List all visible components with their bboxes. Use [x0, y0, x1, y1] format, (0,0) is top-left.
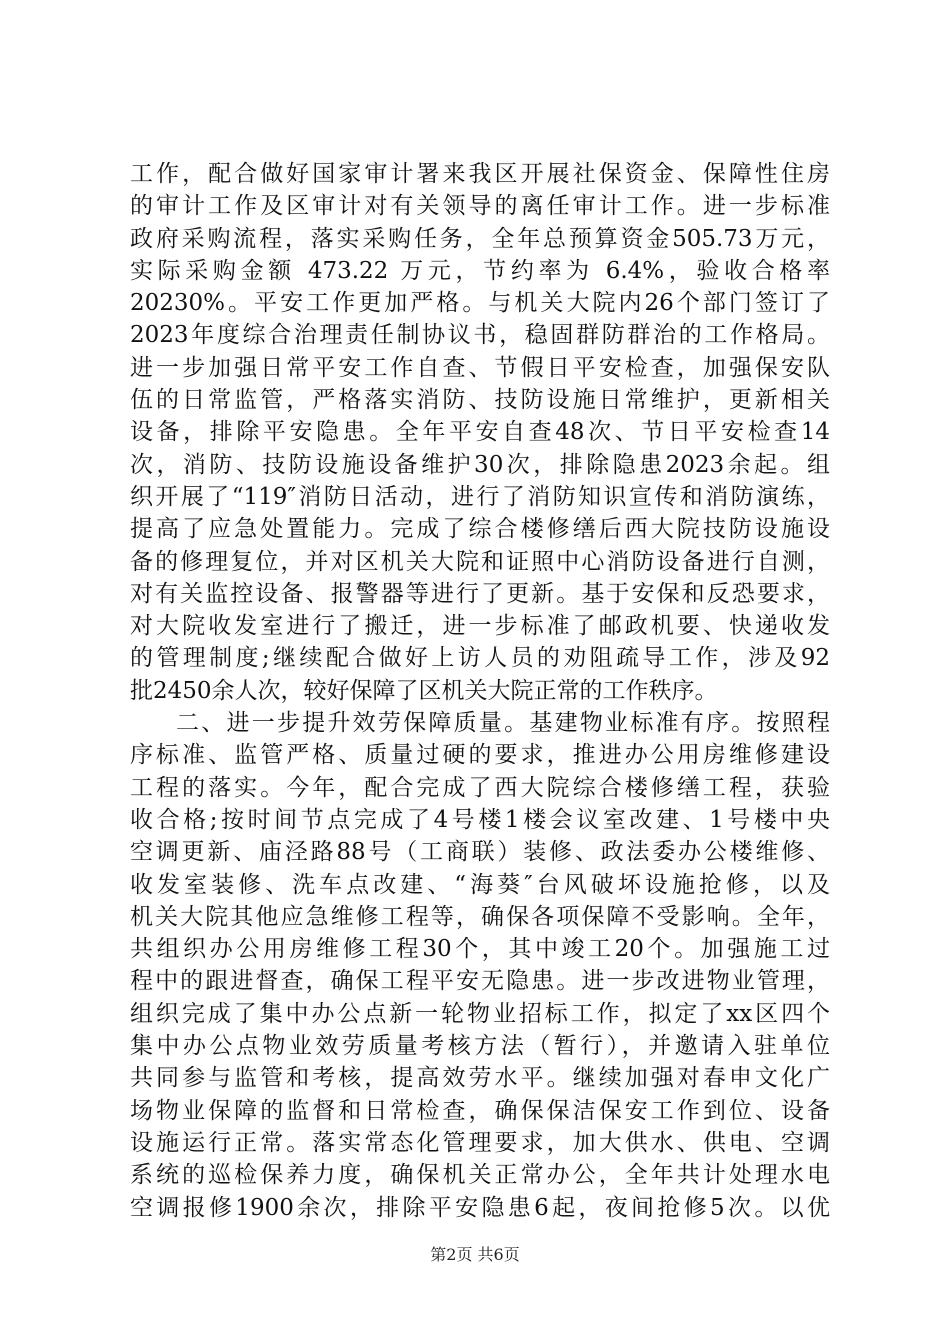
text-line: 20230%。平安工作更加严格。与机关大院内26个部门签订了	[130, 290, 830, 317]
text-line: 织开展了“119″消防日活动，进行了消防知识宣传和消防演练，	[130, 483, 830, 510]
text-line: 的审计工作及区审计对有关领导的离任审计工作。进一步标准	[130, 193, 830, 220]
text-line: 对大院收发室进行了搬迁，进一步标准了邮政机要、快递收发	[130, 613, 830, 640]
text-line: 收合格;按时间节点完成了4号楼1楼会议室改建、1号楼中央	[130, 806, 830, 833]
text-line: 共组织办公用房维修工程30个，其中竣工20个。加强施工过	[130, 936, 830, 963]
text-line: 备的修理复位，并对区机关大院和证照中心消防设备进行自测，	[130, 548, 830, 575]
text-line: 序标准、监管严格、质量过硬的要求，推进办公用房维修建设	[130, 742, 830, 769]
text-line-paragraph-end: 批2450余人次，较好保障了区机关大院正常的工作秩序。	[130, 677, 718, 704]
text-line: 设施运行正常。落实常态化管理要求，加大供水、供电、空调	[130, 1129, 830, 1156]
text-line: 的管理制度;继续配合做好上访人员的劝阻疏导工作，涉及92	[130, 645, 830, 672]
text-line: 设备，排除平安隐患。全年平安自查48次、节日平安检查14	[130, 419, 830, 446]
text-line: 收发室装修、洗车点改建、“海葵″台风破坏设施抢修，以及	[130, 871, 830, 898]
text-line: 空调更新、庙泾路88号（工商联）装修、政法委办公楼维修、	[130, 839, 830, 866]
text-line: 次，消防、技防设施设备维护30次，排除隐患2023余起。组	[130, 451, 830, 478]
text-line-paragraph-start: 二、进一步提升效劳保障质量。基建物业标准有序。按照程	[176, 710, 830, 737]
body-text	[130, 158, 830, 1224]
text-line: 实际采购金额 473.22 万元，节约率为 6.4%，验收合格率	[130, 257, 830, 284]
text-line: 2023年度综合治理责任制协议书，稳固群防群治的工作格局。	[130, 322, 830, 349]
text-line: 伍的日常监管，严格落实消防、技防设施日常维护，更新相关	[130, 387, 830, 414]
text-line: 工作，配合做好国家审计署来我区开展社保资金、保障性住房	[130, 161, 830, 187]
text-line: 提高了应急处置能力。完成了综合楼修缮后西大院技防设施设	[130, 516, 830, 543]
text-line: 场物业保障的监督和日常检查，确保保洁保安工作到位、设备	[130, 1097, 830, 1124]
page-number-footer: 第2页 共6页	[430, 1245, 520, 1264]
text-line: 空调报修1900余次，排除平安隐患6起，夜间抢修5次。以优	[130, 1194, 830, 1221]
text-line: 程中的跟进督查，确保工程平安无隐患。进一步改进物业管理，	[130, 968, 830, 995]
text-line: 机关大院其他应急维修工程等，确保各项保障不受影响。全年，	[130, 903, 830, 930]
text-line: 组织完成了集中办公点新一轮物业招标工作，拟定了xx区四个	[130, 1000, 830, 1027]
text-line: 系统的巡检保养力度，确保机关正常办公，全年共计处理水电	[130, 1162, 830, 1189]
text-line: 集中办公点物业效劳质量考核方法（暂行），并邀请入驻单位	[130, 1033, 830, 1060]
text-line: 进一步加强日常平安工作自查、节假日平安检查，加强保安队	[130, 354, 830, 381]
text-line: 共同参与监管和考核，提高效劳水平。继续加强对春申文化广	[130, 1065, 830, 1092]
text-line: 对有关监控设备、报警器等进行了更新。基于安保和反恐要求，	[130, 580, 830, 607]
text-line: 政府采购流程，落实采购任务，全年总预算资金505.73万元，	[130, 225, 830, 252]
text-line: 工程的落实。今年，配合完成了西大院综合楼修缮工程，获验	[130, 774, 830, 801]
